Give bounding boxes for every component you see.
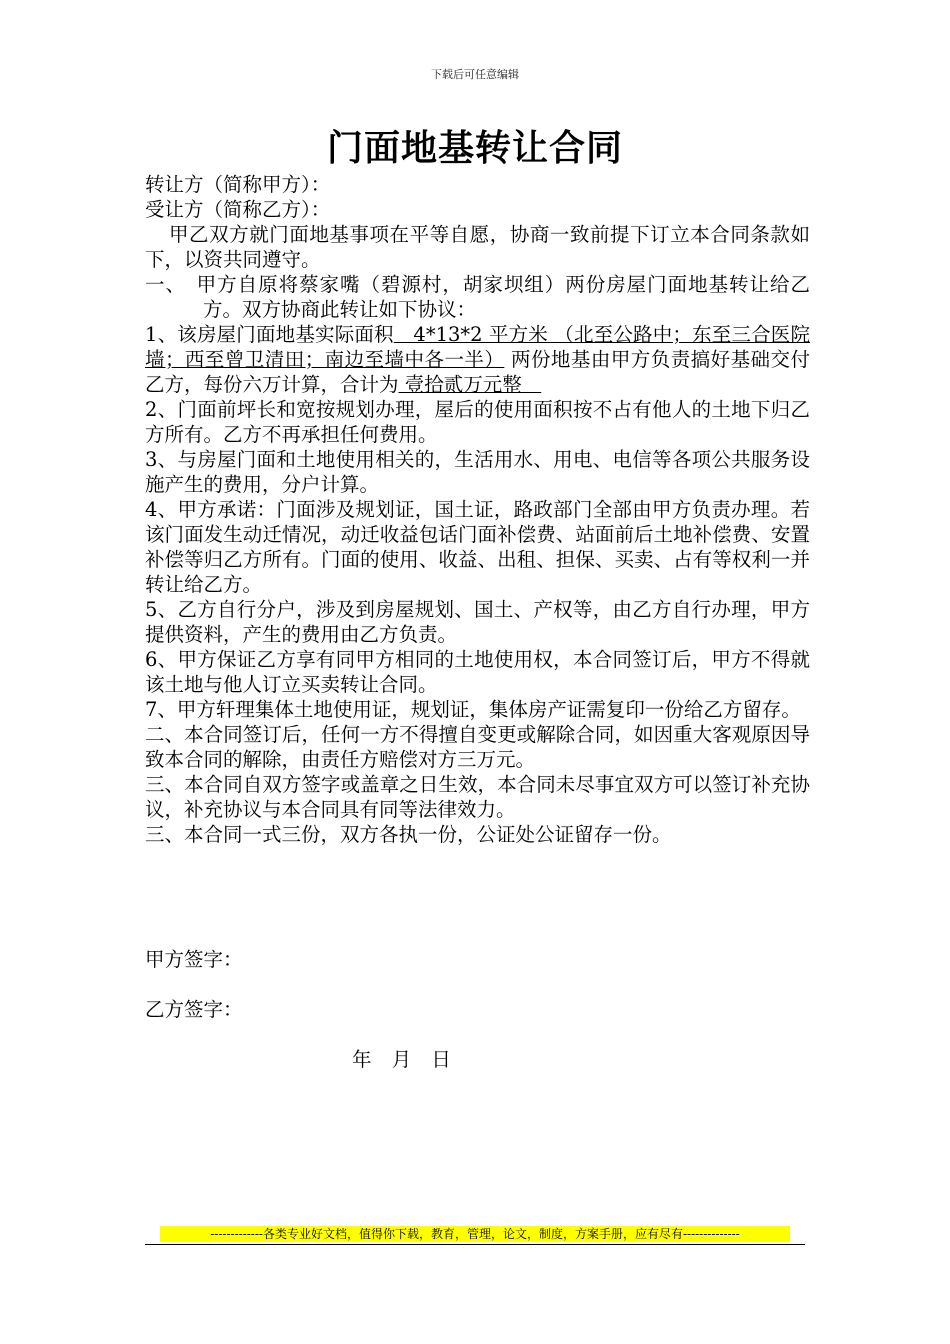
clause-6: 6、甲方保证乙方享有同甲方相同的土地使用权，本合同签订后，甲方不得就该土地与他人订立买卖转让合同。 [145, 648, 810, 696]
signature-date: 年 月 日 [352, 1048, 451, 1071]
clause-3: 3、与房屋门面和土地使用相关的，生活用水、用电、电信等各项公共服务设施产生的费用，分户计算。 [145, 448, 810, 496]
preamble: 甲乙双方就门面地基事项在平等自愿，协商一致前提下订立本合同条款如下，以资共同遵守。 [145, 223, 810, 271]
section-2: 二、本合同签订后，任何一方不得擅自变更或解除合同，如因重大客观原因导致本合同的解除，由责任方赔偿对方三万元。 [145, 723, 810, 771]
transferor-line: 转让方（简称甲方）： [145, 173, 331, 196]
transferee-line: 受让方（简称乙方）： [145, 198, 331, 221]
party-b-signature: 乙方签字： [145, 998, 243, 1021]
header-note: 下载后可任意编辑 [431, 68, 519, 81]
party-a-signature: 甲方签字： [145, 948, 243, 971]
footer-banner: -------------各类专业好文档，值得你下载，教育，管理，论文，制度，方案手册，应有尽有-------------- [160, 1226, 790, 1242]
clause-5: 5、乙方自行分户，涉及到房屋规划、国土、产权等，由乙方自行办理，甲方提供资料，产生的费用由乙方负责。 [145, 598, 810, 646]
section-3: 三、本合同自双方签字或盖章之日生效，本合同未尽事宜双方可以签订补充协议，补充协议与本合同具有同等法律效力。 [145, 773, 810, 821]
footer-rule [145, 1244, 805, 1245]
clause-4: 4、甲方承诺：门面涉及规划证，国土证，路政部门全部由甲方负责办理。若该门面发生动迁情况，动迁收益包话门面补偿费、站面前后土地补偿费、安置补偿等归乙方所有。门面的使用、收益、出租、担保、买卖、占有等权利一并转让给乙方。 [145, 498, 810, 596]
section-1: 一、 甲方自原将蔡家嘴（碧源村，胡家坝组）两份房屋门面地基转让给乙方。双方协商此转让如下协议： [145, 273, 810, 321]
clause-1-prefix: 1、该房屋门面地基实际面积 [145, 323, 394, 346]
document-title: 门面地基转让合同 [326, 127, 623, 169]
clause-1-area: 4*13*2 平方米 （北至公路中；东至三合医院墙；西至曾卫清田；南边至墙中各一半） [145, 323, 810, 371]
clause-2: 2、门面前坪长和宽按规划办理，屋后的使用面积按不占有他人的土地下归乙方所有。乙方不再承担任何费用。 [145, 398, 810, 446]
clause-1-total: 壹拾贰万元整 [398, 373, 542, 396]
section-3b: 三、本合同一式三份，双方各执一份，公证处公证留存一份。 [145, 823, 672, 846]
clause-1-middle: 两份地基由甲方负责搞好基础交付乙方，每份六万计算，合计为 [145, 348, 810, 396]
clause-7: 7、甲方轩理集体土地使用证，规划证，集体房产证需复印一份给乙方留存。 [145, 698, 801, 721]
clause-1 [145, 322, 810, 397]
contract-body [145, 172, 810, 847]
